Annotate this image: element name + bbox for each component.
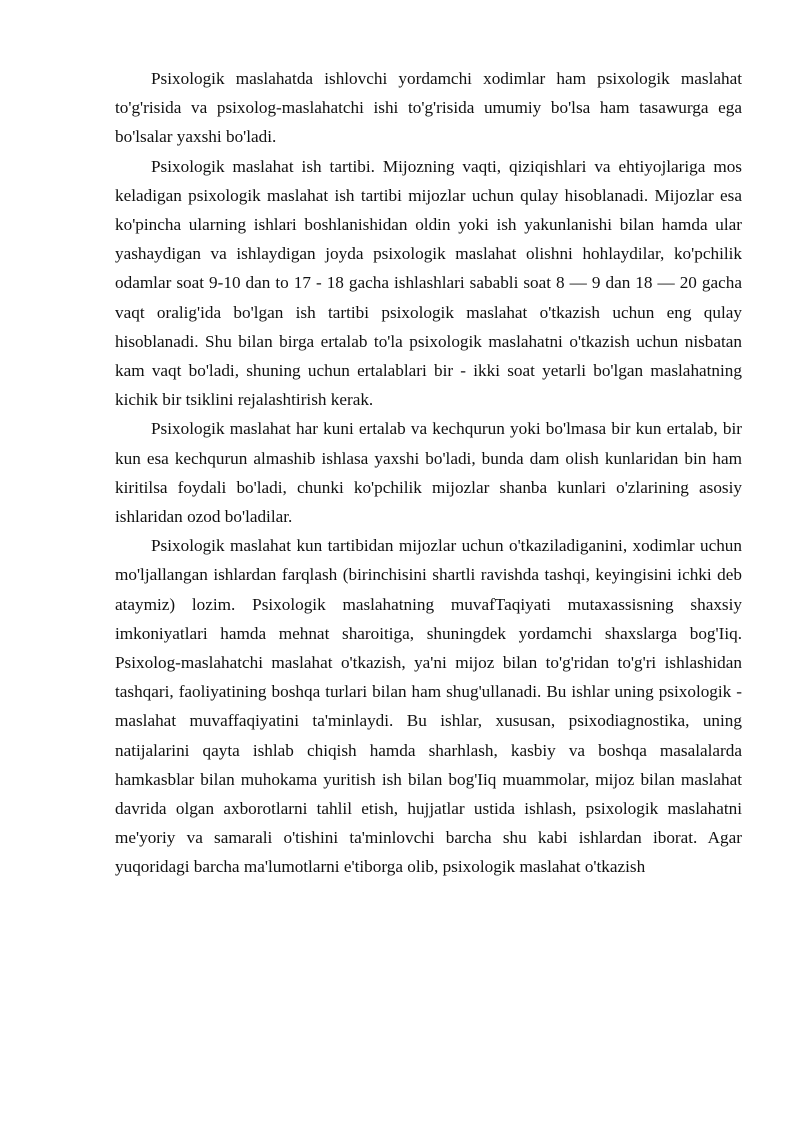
paragraph-morning-evening: Psixologik maslahat har kuni ertalab va kechqurun yoki bo'lmasa bir kun ertalab, bir kun esa kechqurun almashib ishlasa yaxshi bo'ladi, bunda dam olish kunlaridan bin ham kiritilsa foydali bo'ladi, chunki ko'pchilik mijozlar shanba kunlari o'zlarining asosiy ishlaridan ozod bo'ladilar. <box>115 419 742 527</box>
document-page <box>115 64 742 882</box>
paragraph-work-schedule: Psixologik maslahat ish tartibi. Mijozning vaqti, qiziqishlari va ehtiyojlariga mos keladigan psixologik maslahat ish tartibi mijozlar uchun qulay hisoblanadi. Mijozlar esa ko'pincha ularning ishlari boshlanishidan oldin yoki ish yakunlanishi bilan hamda ular yashaydigan va ishlaydigan joyda psixologik maslahat olishni hohlaydilar, ko'pchilik odamlar soat 9-10 dan to 17 - 18 gacha ishlashlari sababli soat 8 — 9 dan 18 — 20 gacha vaqt oralig'ida bo'lgan ish tartibi psixologik maslahat o'tkazish uchun eng qulay hisoblanadi. Shu bilan birga ertalab to'la psixologik maslahatni o'tkazish uchun nisbatan kam vaqt bo'ladi, shuning uchun ertalablari bir - ikki soat yetarli bo'lgan maslahatning kichik bir tsiklini rejalashtirish kerak. <box>115 156 742 410</box>
paragraph-assistant-staff: Psixologik maslahatda ishlovchi yordamchi xodimlar ham psixologik maslahat to'g'risida va psixolog-maslahatchi ishi to'g'risida umumiy bo'lsa ham tasawurga ega bo'lsalar yaxshi bo'ladi. <box>115 69 742 147</box>
paragraph-daily-routine: Psixologik maslahat kun tartibidan mijozlar uchun o'tkaziladiganini, xodimlar uchun mo'ljallangan ishlardan farqlash (birinchisini shartli ravishda tashqi, keyingisini ichki deb ataymiz) lozim. Psixologik maslahatning muvafTaqiyati mutaxassisning shaxsiy imkoniyatlari hamda mehnat sharoitiga, shuningdek yordamchi shaxslarga bog'Iiq. Psixolog-maslahatchi maslahat o'tkazish, ya'ni mijoz bilan to'g'ridan to'g'ri ishlashidan tashqari, faoliyatining boshqa turlari bilan ham shug'ullanadi. Bu ishlar uning psixologik - maslahat muvaffaqiyatini ta'minlaydi. Bu ishlar, xususan, psixodiagnostika, uning natijalarini qayta ishlab chiqish hamda sharhlash, kasbiy va boshqa masalalarda hamkasblar bilan muhokama yuritish ish bilan bog'Iiq muammolar, mijoz bilan maslahat davrida olgan axborotlarni tahlil etish, hujjatlar ustida ishlash, psixologik maslahatni me'yoriy va samarali o'tishini ta'minlovchi barcha shu kabi ishlardan iborat. Agar yuqoridagi barcha ma'lumotlarni e'tiborga olib, psixologik maslahat o'tkazish <box>115 536 742 877</box>
